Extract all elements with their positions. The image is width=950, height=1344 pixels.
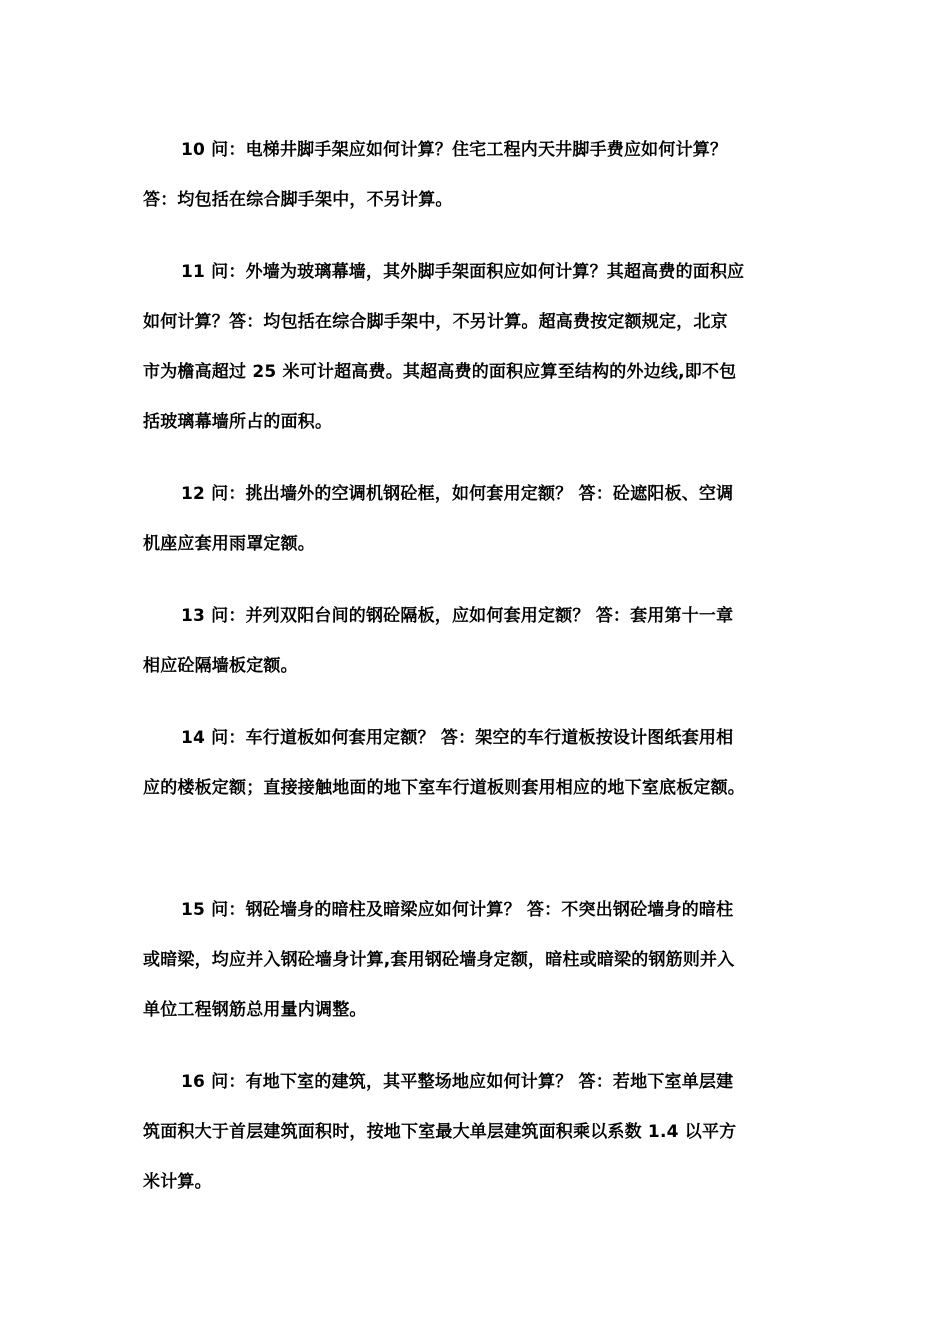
qa-line: 10 问：电梯井脚手架应如何计算？住宅工程内天井脚手费应如何计算？ (181, 140, 728, 160)
qa-line: 14 问：车行道板如何套用定额？ 答：架空的车行道板按设计图纸套用相 (181, 728, 734, 748)
qa-line: 括玻璃幕墙所占的面积。 (143, 412, 333, 432)
qa-line: 机座应套用雨罩定额。 (143, 534, 315, 554)
qa-item-10 (143, 137, 811, 237)
qa-line: 12 问：挑出墙外的空调机钢砼框，如何套用定额？ 答：砼遮阳板、空调 (181, 484, 734, 504)
qa-line: 13 问：并列双阳台间的钢砼隔板，应如何套用定额？ 答：套用第十一章 (181, 606, 734, 626)
qa-item-14 (143, 725, 811, 825)
qa-item-15 (143, 897, 811, 1047)
qa-line: 如何计算？答：均包括在综合脚手架中，不另计算。超高费按定额规定，北京 (143, 312, 728, 332)
qa-line: 或暗梁，均应并入钢砼墙身计算,套用钢砼墙身定额，暗柱或暗梁的钢筋则并入 (143, 950, 735, 970)
qa-item-13 (143, 603, 811, 703)
qa-item-11 (143, 259, 811, 459)
qa-line: 单位工程钢筋总用量内调整。 (143, 1000, 367, 1020)
qa-line: 16 问：有地下室的建筑，其平整场地应如何计算？ 答：若地下室单层建 (181, 1072, 734, 1092)
qa-item-16 (143, 1069, 811, 1219)
qa-line: 相应砼隔墙板定额。 (143, 656, 298, 676)
qa-line: 11 问：外墙为玻璃幕墙，其外脚手架面积应如何计算？其超高费的面积应 (181, 262, 745, 282)
qa-item-12 (143, 481, 811, 581)
qa-line: 答：均包括在综合脚手架中，不另计算。 (143, 190, 453, 210)
qa-line: 米计算。 (143, 1172, 212, 1192)
qa-line: 筑面积大于首层建筑面积时，按地下室最大单层建筑面积乘以系数 1.4 以平方 (143, 1122, 737, 1142)
qa-line: 应的楼板定额；直接接触地面的地下室车行道板则套用相应的地下室底板定额。 (143, 778, 745, 798)
qa-line: 15 问：钢砼墙身的暗柱及暗梁应如何计算？ 答：不突出钢砼墙身的暗柱 (181, 900, 734, 920)
qa-line: 市为檐高超过 25 米可计超高费。其超高费的面积应算至结构的外边线,即不包 (143, 362, 737, 382)
